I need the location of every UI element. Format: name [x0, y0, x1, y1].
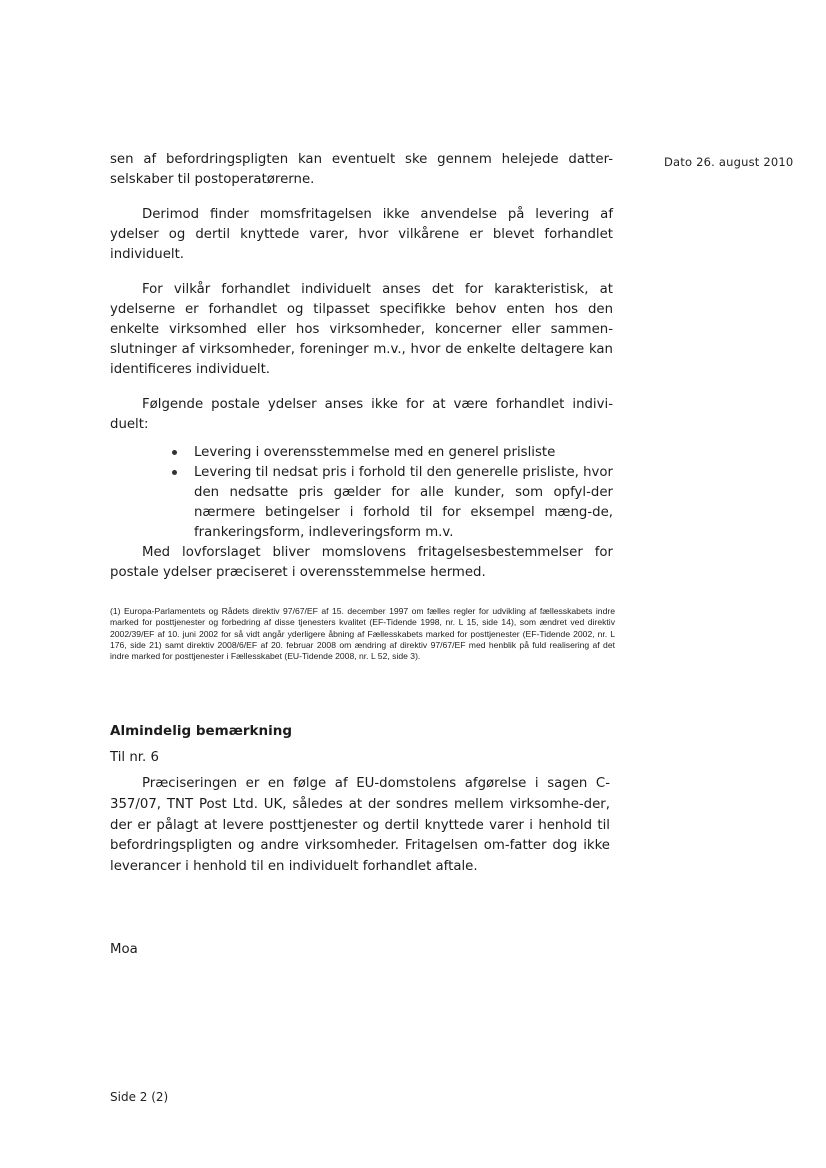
paragraph-2: Derimod finder momsfritagelsen ikke anvendelse på levering af ydelser og dertil knyttede varer, hvor vilkårene er blevet forhandlet individuelt.: [110, 207, 613, 262]
paragraph-5: Med lovforslaget bliver momslovens fritagelsesbestemmelser for postale ydelser præciseret i overensstemmelse hermed.: [110, 545, 613, 580]
list-item: [172, 463, 613, 543]
section-paragraph: Præciseringen er en følge af EU-domstolens afgørelse i sagen C-357/07, TNT Post Ltd. UK, således at der sondres mellem virksomhe-der, der er pålagt at levere posttjenester og dertil knyttede varer i henhold til befordringspligten og andre virksomheder. Fritagelsen om-fatter dog ikke leverancer i henhold til en individuelt forhandlet aftale.: [110, 776, 610, 875]
document-date: Dato 26. august 2010: [664, 155, 794, 169]
list-item: [172, 443, 613, 463]
page-number: Side 2 (2): [110, 1090, 169, 1104]
paragraph-4: Følgende postale ydelser anses ikke for at være forhandlet indivi-duelt:: [110, 397, 613, 432]
paragraph-1: sen af befordringspligten kan eventuelt ske gennem helejede datter-selskaber til postoperatørerne.: [110, 152, 613, 187]
list-item-text: Levering til nedsat pris i forhold til den generelle prisliste, hvor den nedsatte pris gælder for alle kunder, som opfyl-der nærmere betingelser i forhold til for eksempel mæng-de, frankeringsform, indleveringsform m.v.: [194, 465, 613, 540]
bullet-icon: [172, 470, 177, 475]
bullet-list: [110, 443, 613, 543]
bullet-icon: [172, 450, 177, 455]
author-initials: Moa: [110, 942, 138, 957]
footnote: (1) Europa-Parlamentets og Rådets direktiv 97/67/EF af 15. december 1997 om fælles regler for udvikling af fællesskabets indre marked for posttjenester og forbedring af disse tjenesters kvalitet (EF-Tidende 1998, nr. L 15, side 14), som ændret ved direktiv 2002/39/EF af 10. juni 2002 for så vidt angår yderligere åbning af Fællesskabets marked for posttjenester (EF-Tidende 2002, nr. L 176, side 21) samt direktiv 2008/6/EF af 20. februar 2008 om ændring af direktiv 97/67/EF med henblik på fuld realisering af det indre marked for posttjenester i Fællesskabet (EU-Tidende 2008, nr. L 52, side 3).: [110, 606, 615, 662]
paragraph-3: For vilkår forhandlet individuelt anses det for karakteristisk, at ydelserne er forhandlet og tilpasset specifikke behov enten hos den enkelte virksomhed eller hos virksomheder, koncerner eller sammen-slutninger af virksomheder, foreninger m.v., hvor de enkelte deltagere kan identificeres individuelt.: [110, 282, 613, 377]
list-item-text: Levering i overensstemmelse med en generel prisliste: [194, 445, 556, 460]
section-heading: Almindelig bemærkning: [110, 723, 292, 739]
body-text: [110, 150, 613, 583]
section-subheading: Til nr. 6: [110, 750, 159, 765]
